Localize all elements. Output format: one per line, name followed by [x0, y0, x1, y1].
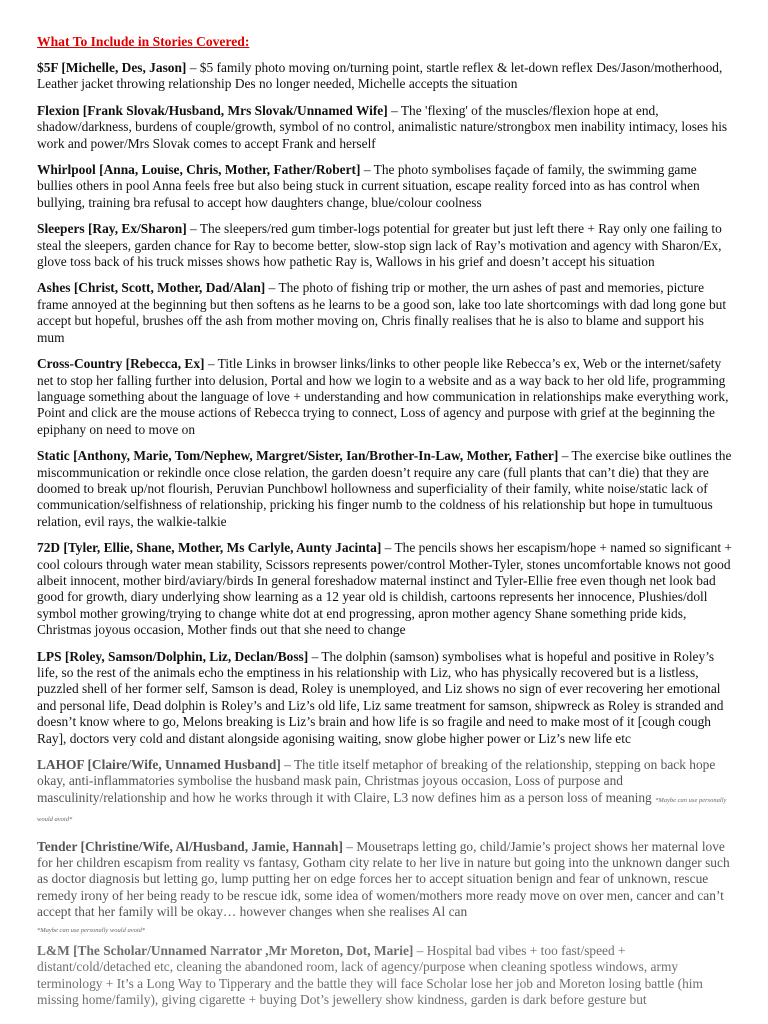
story-entry-sleepers: Sleepers [Ray, Ex/Sharon] – The sleepers/red gum timber-logs potential for greater but just left there + Ray only one failing to steal the sleepers, garden chance for Ray to become better, slow-stop sign lack of Ray’s motivation and agency with Sharon/Ex, glove toss back of his truck misses shows how pathetic Ray is, Wallows in his grief and doesn’t accept his situation [37, 221, 722, 270]
story-entry-whirlpool: Whirlpool [Anna, Louise, Chris, Mother, Father/Robert] – The photo symbolises façade of family, the swimming game bullies others in pool Anna feels free but also being stuck in current situation, escape reality forced into as has control when bullying, training bra refusal to accept how daughters change, blue/colour coolness [37, 162, 700, 210]
story-entry-flexion: Flexion [Frank Slovak/Husband, Mrs Slovak/Unnamed Wife] – The 'flexing' of the muscles/flexion hope at end, shadow/darkness, burdens of couple/growth, symbol of no control, animalistic nature/strongbox men inability intimacy, loses his work and power/Mrs Slovak comes to accept Frank and herself [37, 102, 728, 151]
story-entry-ashes: Ashes [Christ, Scott, Mother, Dad/Alan] – The photo of fishing trip or mother, the urn ashes of past and memories, picture frame annoyed at the beginning but then softens as he learns to be a good son, lake too late shortcomings with dad long gone but accept but hopeful, brushes off the ash from mother moving on, Chris finally realises that he is also to blame and support his mum [37, 280, 727, 345]
story-entry-lahof: LAHOF [Claire/Wife, Unnamed Husband] – The title itself metaphor of breaking of the relationship, stepping on back hope okay, anti-inflammatories symbolise the husband mask pain, Christmas joyous occasion, Loss of purpose and masculinity/relationship and how he works through it with Claire, L3 now defines him as a person loss of meaning *Maybe can use personally would avoid* [37, 757, 727, 824]
story-title: Sleepers [Ray, Ex/Sharon] [37, 221, 187, 237]
story-notes: The photo of fishing trip or mother, the urn ashes of past and memories, picture frame annoyed at the beginning but then softens as he learns to be a good son, lake too late shortcomings with dad long gone but accept but hopeful, brushes off the ash from mother moving on, Chris finally realises that he is also to blame and support his mum [37, 280, 727, 345]
story-title: Ashes [Christ, Scott, Mother, Dad/Alan] [37, 280, 266, 296]
story-notes: The sleepers/red gum timber-logs potential for greater but just left there + Ray only one failing to steal the sleepers, garden chance for Ray to become better, slow-stop sign lack of Ray’s motivation and agency with Sharon/Ex, glove toss back of his truck misses shows how pathetic Ray is, Wallows in his grief and doesn’t accept his situation [37, 221, 722, 270]
story-title: LAHOF [Claire/Wife, Unnamed Husband] [37, 757, 281, 773]
story-title: Static [Anthony, Marie, Tom/Nephew, Margret/Sister, Ian/Brother-In-Law, Mother, Father] [37, 448, 559, 464]
story-title: 72D [Tyler, Ellie, Shane, Mother, Ms Carlyle, Aunty Jacinta] [37, 540, 382, 556]
story-notes: The pencils shows her escapism/hope + named so significant + cool colours through water mean stability, Scissors represents power/control Mother-Tyler, stones uncomfortable knows not good albeit innocent, mother bird/aviary/birds In general foreshadow maternal instinct and Tyler-Ellie free even though net look bad good for growth, diary underlying show learning as a 12 year old is childish, cartoons represents her innocence, Plushies/doll symbol mother growing/trying to change white dot at end progressing, apron mother agency Shane something pride kids, Christmas joyous occasion, Mother finds out that she need to change [37, 540, 732, 638]
story-title: Cross-Country [Rebecca, Ex] [37, 356, 205, 372]
story-side-note: *Maybe can use personally would avoid* [37, 796, 727, 824]
story-entry-tender: Tender [Christine/Wife, Al/Husband, Jamie, Hannah] – Mousetraps letting go, child/Jamie’s project shows her maternal love for her children escapism from reality vs fantasy, Gotham city relate to her live in nature but going into the unknown danger such as doctor diagnosis but letting go, lump putting her on edge forces her to accept situation benign and fear of unknown, rescue remedy irony of her being ready to be rescue idk, some idea of women/mothers more ready move on over men, cancer and can’t accept that her family will be okay… however changes when she realises Al can [37, 838, 730, 920]
story-entry-static: Static [Anthony, Marie, Tom/Nephew, Margret/Sister, Ian/Brother-In-Law, Mother, Father] – The exercise bike outlines the miscommunication or rekindle once close relation, the garden doesn’t require any care (full plants that can’t die) that they are doomed to break up/not flourish, Peruvian Punchbowl hollowness and superficiality of their family, white noise/static lack of communication/selfishness of relationship, pricking his finger numb to the coldness of his relationship but hope in tumultuous relation, evil rays, the walkie-talkie [37, 448, 732, 529]
story-entry-72d: 72D [Tyler, Ellie, Shane, Mother, Ms Carlyle, Aunty Jacinta] – The pencils shows her escapism/hope + named so significant + cool colours through water mean stability, Scissors represents power/control Mother-Tyler, stones uncomfortable knows not good albeit innocent, mother bird/aviary/birds In general foreshadow maternal instinct and Tyler-Ellie free even though net look bad good for growth, diary underlying show learning as a 12 year old is childish, cartoons represents her innocence, Plushies/doll symbol mother growing/trying to change white dot at end progressing, apron mother agency Shane something pride kids, Christmas joyous occasion, Mother finds out that she need to change [37, 540, 732, 638]
story-title: Whirlpool [Anna, Louise, Chris, Mother, Father/Robert] [37, 162, 361, 178]
story-entry-5f: $5F [Michelle, Des, Jason] – $5 family photo moving on/turning point, startle reflex & let-down reflex Des/Jason/motherhood, Leather jacket throwing relationship Des no longer needed, Michelle accepts the situation [37, 60, 723, 92]
story-notes: Title Links in browser links/links to other people like Rebecca’s ex, Web or the internet/safety net to stop her falling further into delusion, Portal and how we login to a website and as a way back to her old life, programming language something about the language of love + understanding and how communication in relationships make everything work, Point and click are the mouse actions of Rebecca trying to connect, Loss of agency and purpose with grief at the beginning the epiphany on need to move on [37, 356, 729, 437]
document-heading: What To Include in Stories Covered: [37, 34, 250, 49]
story-notes: The dolphin (samson) symbolises what is hopeful and positive in Roley’s life, so the rest of the animals echo the emptiness in his relationship with Liz, who has physically recovered but is a listless, puzzled shell of her former self, Samson is dead, Roley is unemployed, and Liz shows no sign of ever recovering her emotional and personal life, Dead dolphin is Roley’s and Liz’s old life, Liz same treatment for samson, shipwreck as Roley is stranded and doesn’t know where to go, Melons breaking is Liz’s brain and how life is so fragile and need to make most of it [cough cough Ray], doctors very cold and distant alongside agonising waiting, snow globe higher power or Liz’s new life etc [37, 648, 724, 746]
story-notes: The 'flexing' of the muscles/flexion hope at end, shadow/darkness, burdens of couple/growth, symbol of no control, animalistic nature/strongbox men inability intimacy, loses his work and power/Mrs Slovak comes to accept Frank and herself [37, 102, 728, 151]
story-side-note: *Maybe can use personally would avoid* [37, 926, 146, 934]
story-title: Flexion [Frank Slovak/Husband, Mrs Slovak/Unnamed Wife] [37, 102, 388, 118]
story-title: L&M [The Scholar/Unnamed Narrator ,Mr Moreton, Dot, Marie] [37, 942, 414, 958]
story-notes: The title itself metaphor of breaking of the relationship, stepping on back hope okay, anti-inflammatories symbolise the husband mask pain, Christmas joyous occasion, Loss of purpose and masculinity/relationship and how he works through it with Claire, L3 now defines him as a person loss of meaning [37, 757, 716, 805]
story-entry-lm: L&M [The Scholar/Unnamed Narrator ,Mr Moreton, Dot, Marie] – Hospital bad vibes + too fast/speed + distant/cold/detached etc, cleaning the abandoned room, lack of agency/purpose when cleaning spotless windows, army terminology + It’s a Long Way to Tipperary and the battle they will face Scholar lose her job and Moreton losing battle (him missing home/family), giving cigarette + buying Dot’s jewellery show kindness, garden is dark before gesture but [37, 942, 703, 1007]
story-entry-cross-country: Cross-Country [Rebecca, Ex] – Title Links in browser links/links to other people like Rebecca’s ex, Web or the internet/safety net to stop her falling further into delusion, Portal and how we login to a website and as a way back to her old life, programming language something about the language of love + understanding and how communication in relationships make everything work, Point and click are the mouse actions of Rebecca trying to connect, Loss of agency and purpose with grief at the beginning the epiphany on need to move on [37, 356, 729, 437]
story-notes: Mousetraps letting go, child/Jamie’s project shows her maternal love for her children escapism from reality vs fantasy, Gotham city relate to her live in nature but going into the unknown danger such as doctor diagnosis but letting go, lump putting her on edge forces her to accept situation benign and fear of unknown, rescue remedy irony of her being ready to be rescue idk, some idea of women/mothers more ready move on over men, cancer and can’t accept that her family will be okay… however changes when she realises Al can [37, 838, 730, 920]
story-entry-lps: LPS [Roley, Samson/Dolphin, Liz, Declan/Boss] – The dolphin (samson) symbolises what is hopeful and positive in Roley’s life, so the rest of the animals echo the emptiness in his relationship with Liz, who has physically recovered but is a listless, puzzled shell of her former self, Samson is dead, Roley is unemployed, and Liz shows no sign of ever recovering her emotional and personal life, Dead dolphin is Roley’s and Liz’s old life, Liz same treatment for samson, shipwreck as Roley is stranded and doesn’t know where to go, Melons breaking is Liz’s brain and how life is so fragile and need to make most of it [cough cough Ray], doctors very cold and distant alongside agonising waiting, snow globe higher power or Liz’s new life etc [37, 648, 724, 746]
story-notes: The photo symbolises façade of family, the swimming game bullies others in pool Anna feels free but also being stuck in current situation, escape reality forced into as has control when bullying, training bra refusal to accept how daughters change, blue/colour coolness [37, 162, 700, 210]
story-notes: The exercise bike outlines the miscommunication or rekindle once close relation, the garden doesn’t require any care (full plants that can’t die) that they are doomed to break up/not flourish, Peruvian Punchbowl hollowness and superficiality of their family, white noise/static lack of communication/selfishness of relationship, pricking his finger numb to the coldness of his relationship but hope in tumultuous relation, evil rays, the walkie-talkie [37, 448, 732, 529]
story-title: $5F [Michelle, Des, Jason] [37, 60, 187, 75]
story-title: LPS [Roley, Samson/Dolphin, Liz, Declan/Boss] [37, 648, 309, 664]
story-title: Tender [Christine/Wife, Al/Husband, Jamie, Hannah] [37, 838, 343, 854]
story-notes: $5 family photo moving on/turning point, startle reflex & let-down reflex Des/Jason/motherhood, Leather jacket throwing relationship Des no longer needed, Michelle accepts the situation [37, 60, 723, 92]
story-notes: Hospital bad vibes + too fast/speed + distant/cold/detached etc, cleaning the abandoned room, lack of agency/purpose when cleaning spotless windows, army terminology + It’s a Long Way to Tipperary and the battle they will face Scholar lose her job and Moreton losing battle (him missing home/family), giving cigarette + buying Dot’s jewellery show kindness, garden is dark before gesture but [37, 942, 703, 1007]
